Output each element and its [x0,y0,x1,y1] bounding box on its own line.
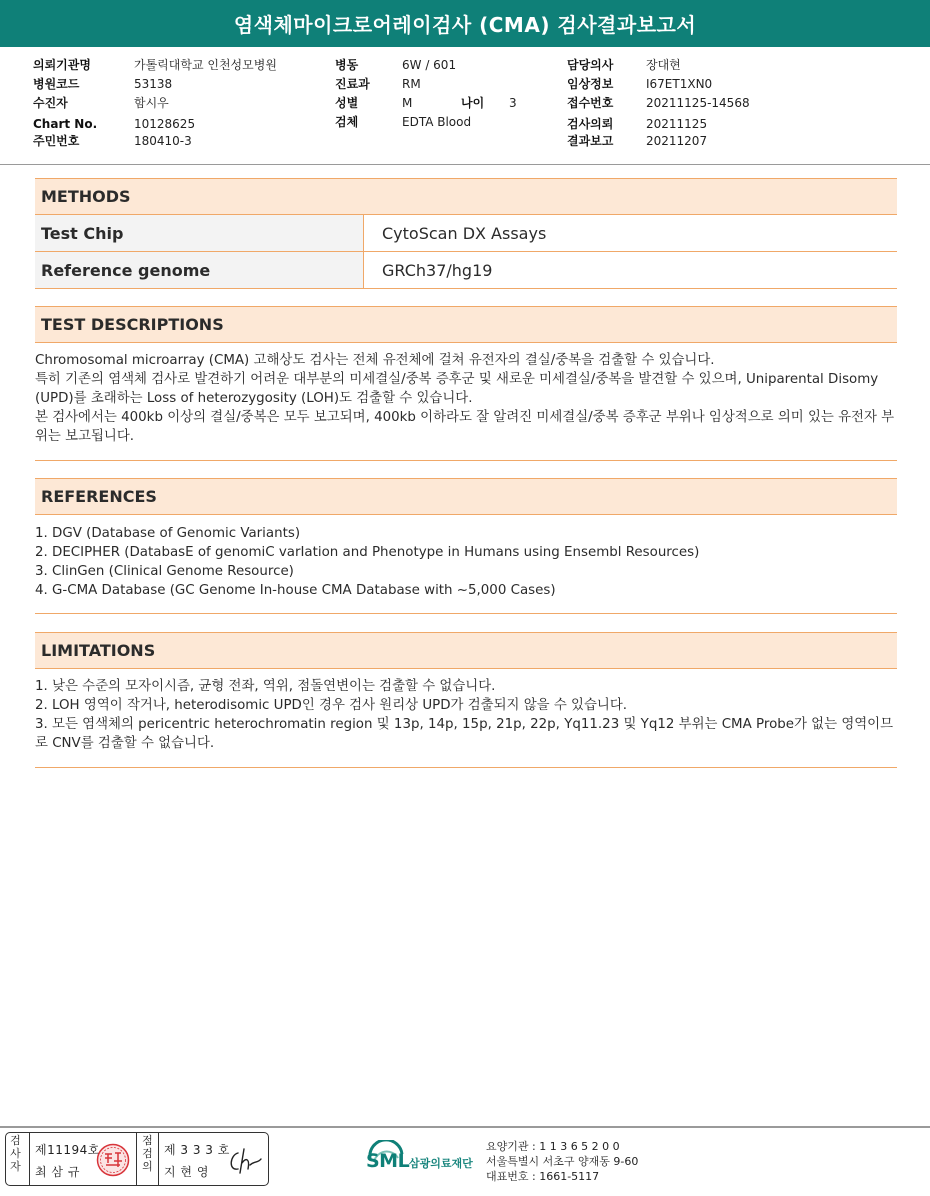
methods-heading: METHODS [35,178,897,215]
care-code: 요양기관 : 1 1 3 6 5 2 0 0 [486,1140,620,1153]
institution-value: 가톨릭대학교 인천성모병원 [134,58,277,72]
request-date-label: 검사의뢰 [567,117,614,131]
ward-value: 6W / 601 [402,58,457,72]
description-line: 특히 기존의 염색체 검사로 발견하기 어려운 대부분의 미세결실/중복 증후군 및 새로운 미세결실/중복을 발견할 수 있으며, Uniparental Disomy (UPD)를 초래하는 Loss of heterozygosity (LOH)도 검출할 수 있습니다. [35,372,879,406]
id-label: 주민번호 [33,134,80,148]
test-descriptions-heading: TEST DESCRIPTIONS [35,306,897,343]
section-divider [35,613,897,614]
reviewer-label: 점검의 [142,1134,153,1173]
chart-no-label: Chart No. [33,117,98,131]
ward-label: 병동 [335,58,359,72]
org-address: 서울특별시 서초구 양재동 9-60 [486,1155,639,1168]
test-descriptions-body [35,351,901,446]
inspector-label: 검사자 [10,1134,21,1173]
doctor-label: 담당의사 [567,58,614,72]
reference-item: 1. DGV (Database of Genomic Variants) [35,526,301,541]
receipt-label: 접수번호 [567,96,614,110]
reference-genome-value: GRCh37/hg19 [382,260,493,280]
report-date-label: 결과보고 [567,134,614,148]
id-value: 180410-3 [134,134,192,148]
description-line: Chromosomal microarray (CMA) 고해상도 검사는 전체 유전체에 걸쳐 유전자의 결실/중복을 검출할 수 있습니다. [35,353,715,368]
references-heading: REFERENCES [35,478,897,515]
reference-item: 3. ClinGen (Clinical Genome Resource) [35,564,294,579]
hospital-code-value: 53138 [134,77,173,91]
patient-value: 함시우 [134,96,169,110]
org-phone: 대표번호 : 1661-5117 [486,1170,600,1183]
doctor-value: 장대현 [646,58,681,72]
methods-row-chip [35,215,897,252]
signature-box [5,1132,269,1186]
limitations-heading: LIMITATIONS [35,632,897,669]
clinical-value: I67ET1XN0 [646,77,713,91]
test-chip-label: Test Chip [35,215,364,251]
limitations-list [35,677,901,753]
references-list [35,524,901,600]
reference-item: 2. DECIPHER (DatabasE of genomiC varIation and Phenotype in Humans using Ensembl Resources) [35,545,700,560]
age-value: 3 [509,96,517,110]
seal-icon [96,1143,130,1177]
receipt-value: 20211125-14568 [646,96,750,110]
section-divider [35,767,897,768]
inspector-name: 최 삼 규 [35,1165,80,1179]
clinical-label: 임상정보 [567,77,614,91]
age-label: 나이 [461,96,485,110]
description-line: 본 검사에서는 400kb 이상의 결실/중복은 모두 보고되며, 400kb 이하라도 잘 알려진 미세결실/중복 증후군 부위나 임상적으로 의미 있는 유전자 부위는 보고됩니다. [35,410,895,444]
hospital-code-label: 병원코드 [33,77,80,91]
methods-row-genome [35,252,897,289]
reference-genome-label: Reference genome [35,252,364,288]
limitation-item: 2. LOH 영역이 작거나, heterodisomic UPD인 경우 검사 원리상 UPD가 검출되지 않을 수 있습니다. [35,698,628,713]
sml-logo [364,1140,482,1178]
signature-icon [224,1145,264,1177]
limitation-item: 3. 모든 염색체의 pericentric heterochromatin region 및 13p, 14p, 15p, 21p, 22p, Yq11.23 및 Yq12 부위는 CMA Probe가 없는 영역이므로 CNV를 검출할 수 없습니다. [35,717,894,751]
specimen-value: EDTA Blood [402,115,472,129]
report-title: 염색체마이크로어레이검사 (CMA) 검사결과보고서 [0,0,930,47]
reviewer-license: 제 3 3 3 호 [164,1143,230,1157]
sex-label: 성별 [335,96,359,110]
patient-label: 수진자 [33,96,68,110]
specimen-label: 검체 [335,115,359,129]
test-chip-value: CytoScan DX Assays [382,223,547,243]
patient-info-panel [0,47,930,165]
institution-label: 의뢰기관명 [33,58,91,72]
footer-divider [0,1126,930,1128]
reference-item: 4. G-CMA Database (GC Genome In-house CMA Database with ~5,000 Cases) [35,583,556,598]
org-contact [486,1139,638,1184]
limitation-item: 1. 낮은 수준의 모자이시즘, 균형 전좌, 역위, 점돌연변이는 검출할 수 없습니다. [35,679,496,694]
sml-logo-text: SML [366,1150,410,1172]
dept-label: 진료과 [335,77,370,91]
info-divider [0,164,930,165]
report-date-value: 20211207 [646,134,708,148]
chart-no-value: 10128625 [134,117,196,131]
org-name: 삼광의료재단 [409,1157,473,1170]
inspector-license: 제11194호 [35,1143,100,1157]
sex-value: M [402,96,413,110]
request-date-value: 20211125 [646,117,708,131]
section-divider [35,460,897,461]
dept-value: RM [402,77,421,91]
reviewer-name: 지 현 영 [164,1165,209,1179]
